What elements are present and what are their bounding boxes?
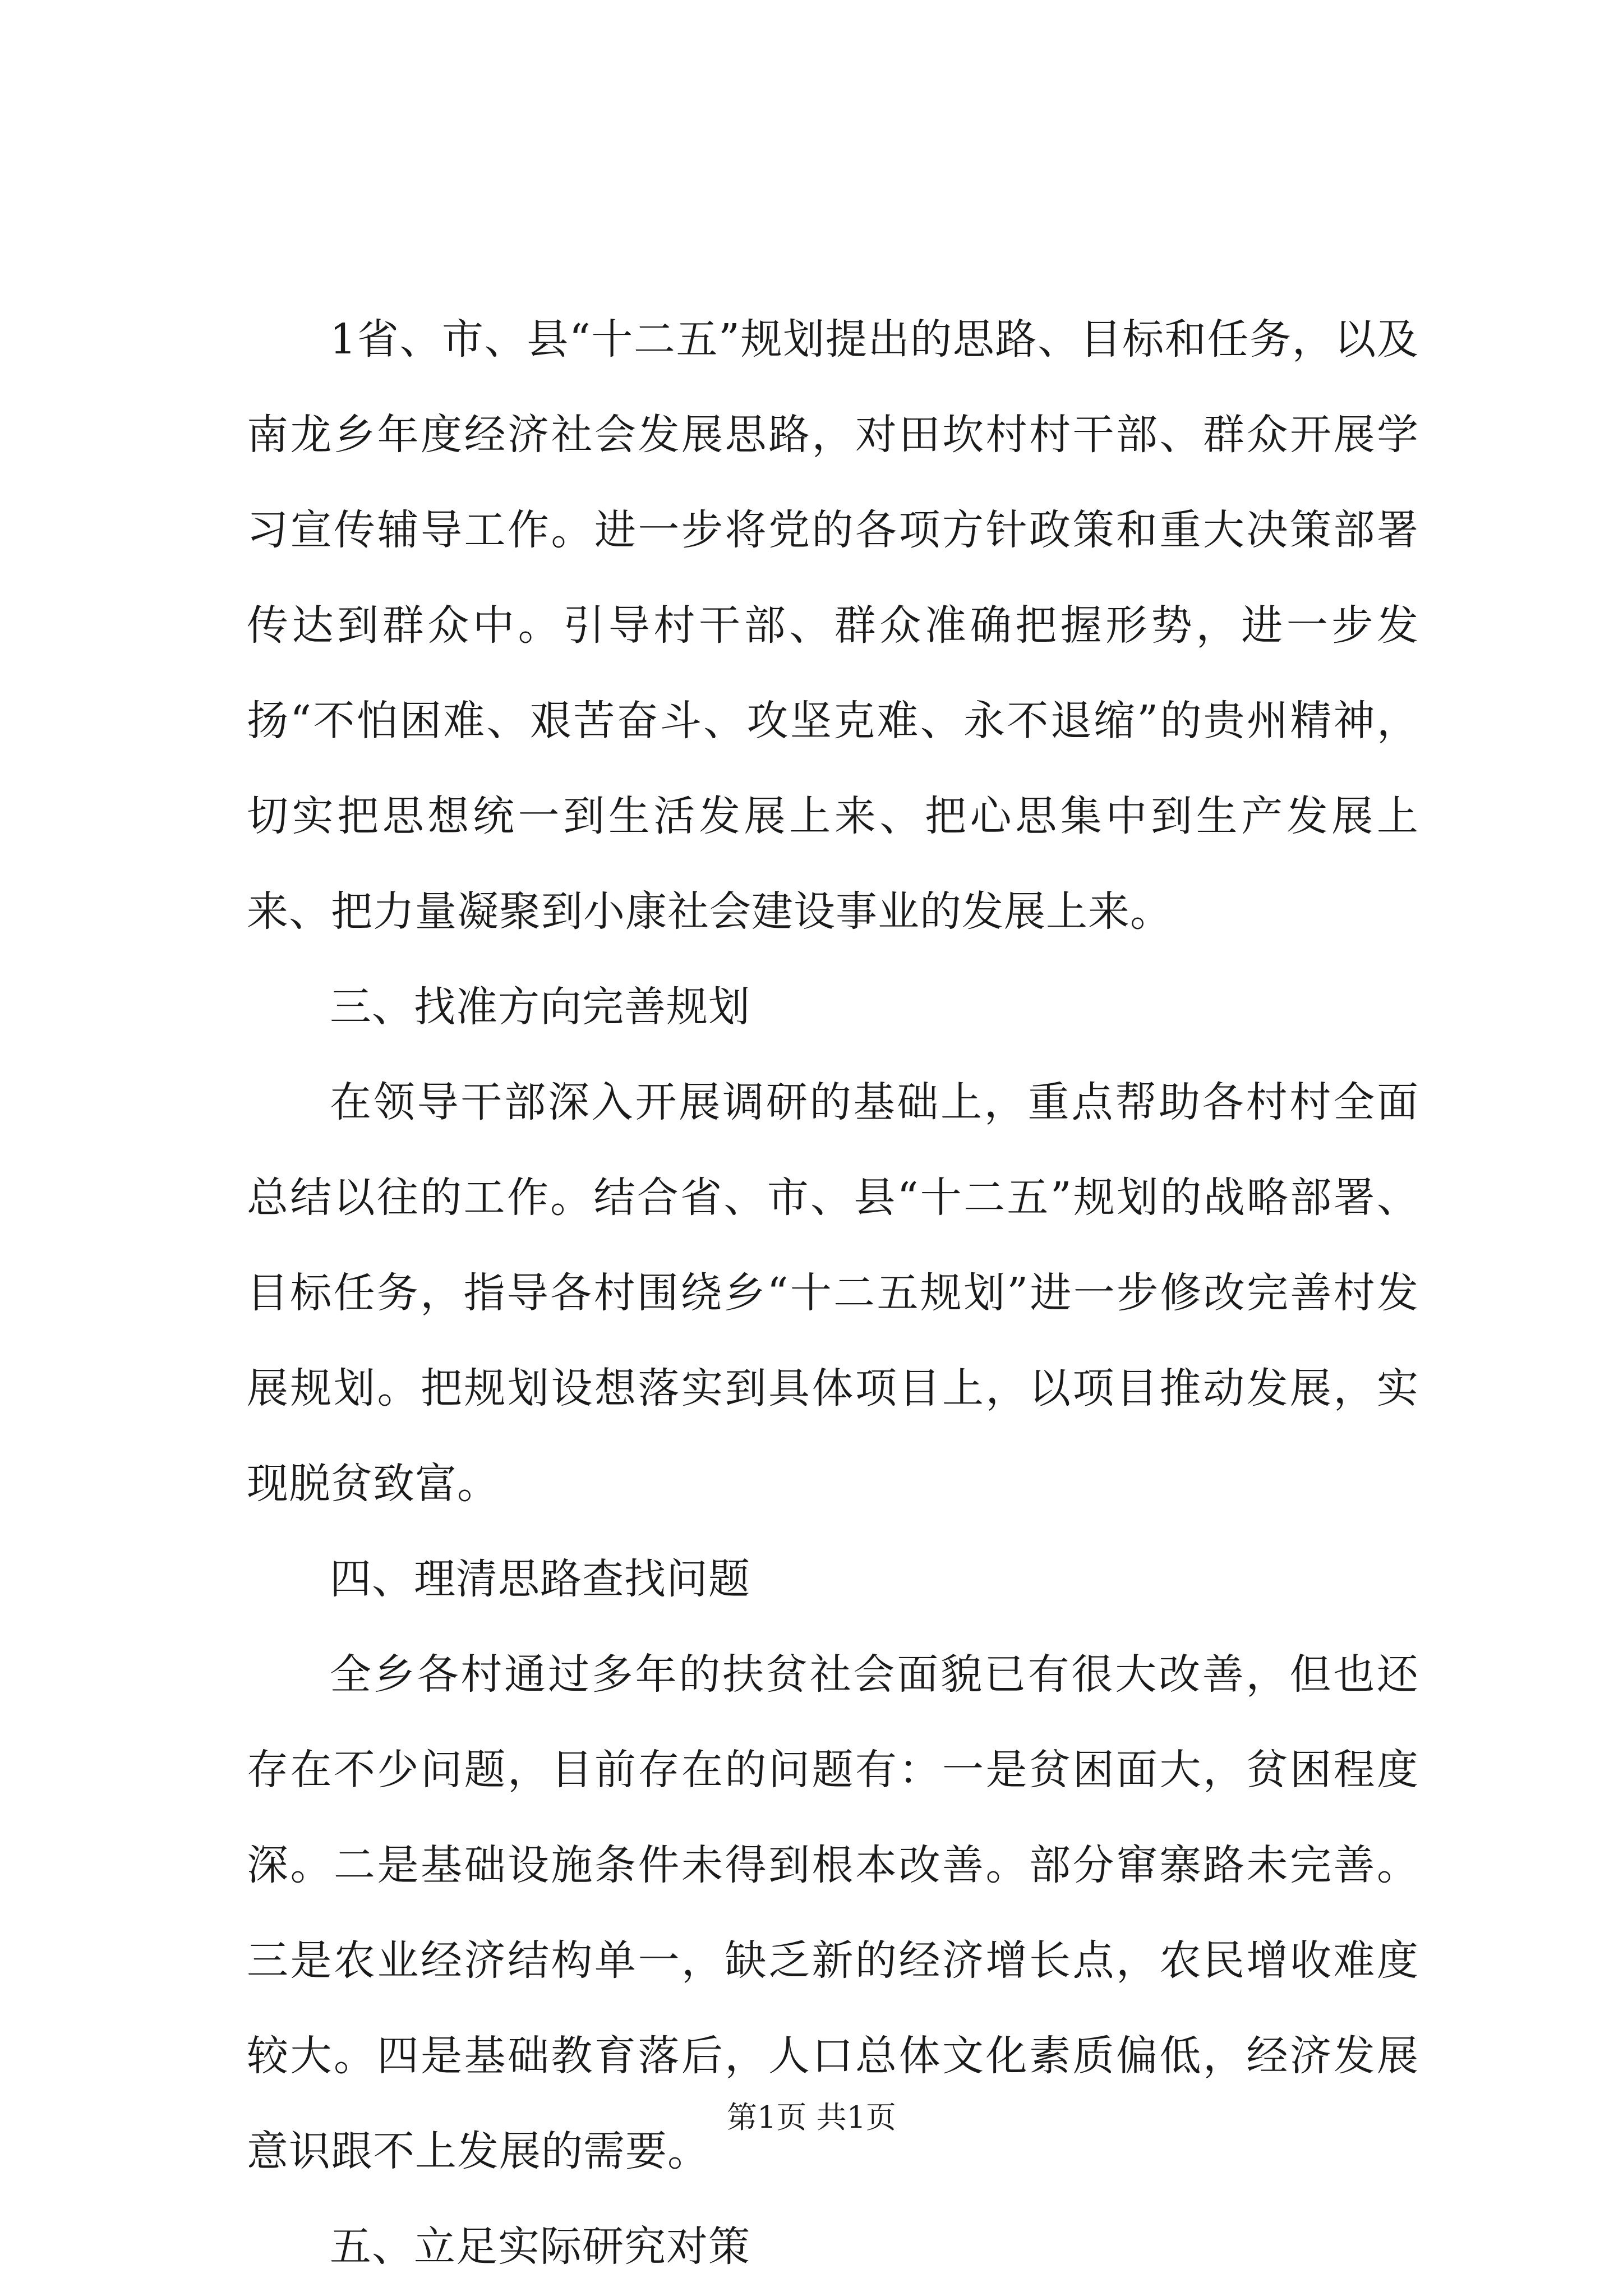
paragraph-problems: 全乡各村通过多年的扶贫社会面貌已有很大改善，但也还存在不少问题，目前存在的问题有：一是贫困面大，贫困程度深。二是基础设施条件未得到根本改善。部分窜寨路未完善。三是农业经济结构单一，缺乏新的经济增长点，农民增收难度较大。四是基础教育落后，人口总体文化素质偏低，经济发展意识跟不上发展的需要。 <box>247 1650 1419 2175</box>
document-body <box>247 292 1419 2294</box>
section-heading-4: 四、理清思路查找问题 <box>330 1555 750 1603</box>
page-footer: 第1页 共1页 <box>727 2100 896 2135</box>
section-heading-3: 三、找准方向完善规划 <box>330 983 750 1031</box>
section-heading-5: 五、立足实际研究对策 <box>330 2223 750 2271</box>
paragraph-planning: 在领导干部深入开展调研的基础上，重点帮助各村村全面总结以往的工作。结合省、市、县“十二五”规划的战略部署、目标任务，指导各村围绕乡“十二五规划”进一步修改完善村发展规划。把规划设想落实到具体项目上，以项目推动发展，实现脱贫致富。 <box>247 1078 1419 1508</box>
paragraph-intro: 1省、市、县“十二五”规划提出的思路、目标和任务，以及南龙乡年度经济社会发展思路，对田坎村村干部、群众开展学习宣传辅导工作。进一步将党的各项方针政策和重大决策部署传达到群众中。引导村干部、群众准确把握形势，进一步发扬“不怕困难、艰苦奋斗、攻坚克难、永不退缩”的贵州精神，切实把思想统一到生活发展上来、把心思集中到生产发展上来、把力量凝聚到小康社会建设事业的发展上来。 <box>247 315 1419 936</box>
